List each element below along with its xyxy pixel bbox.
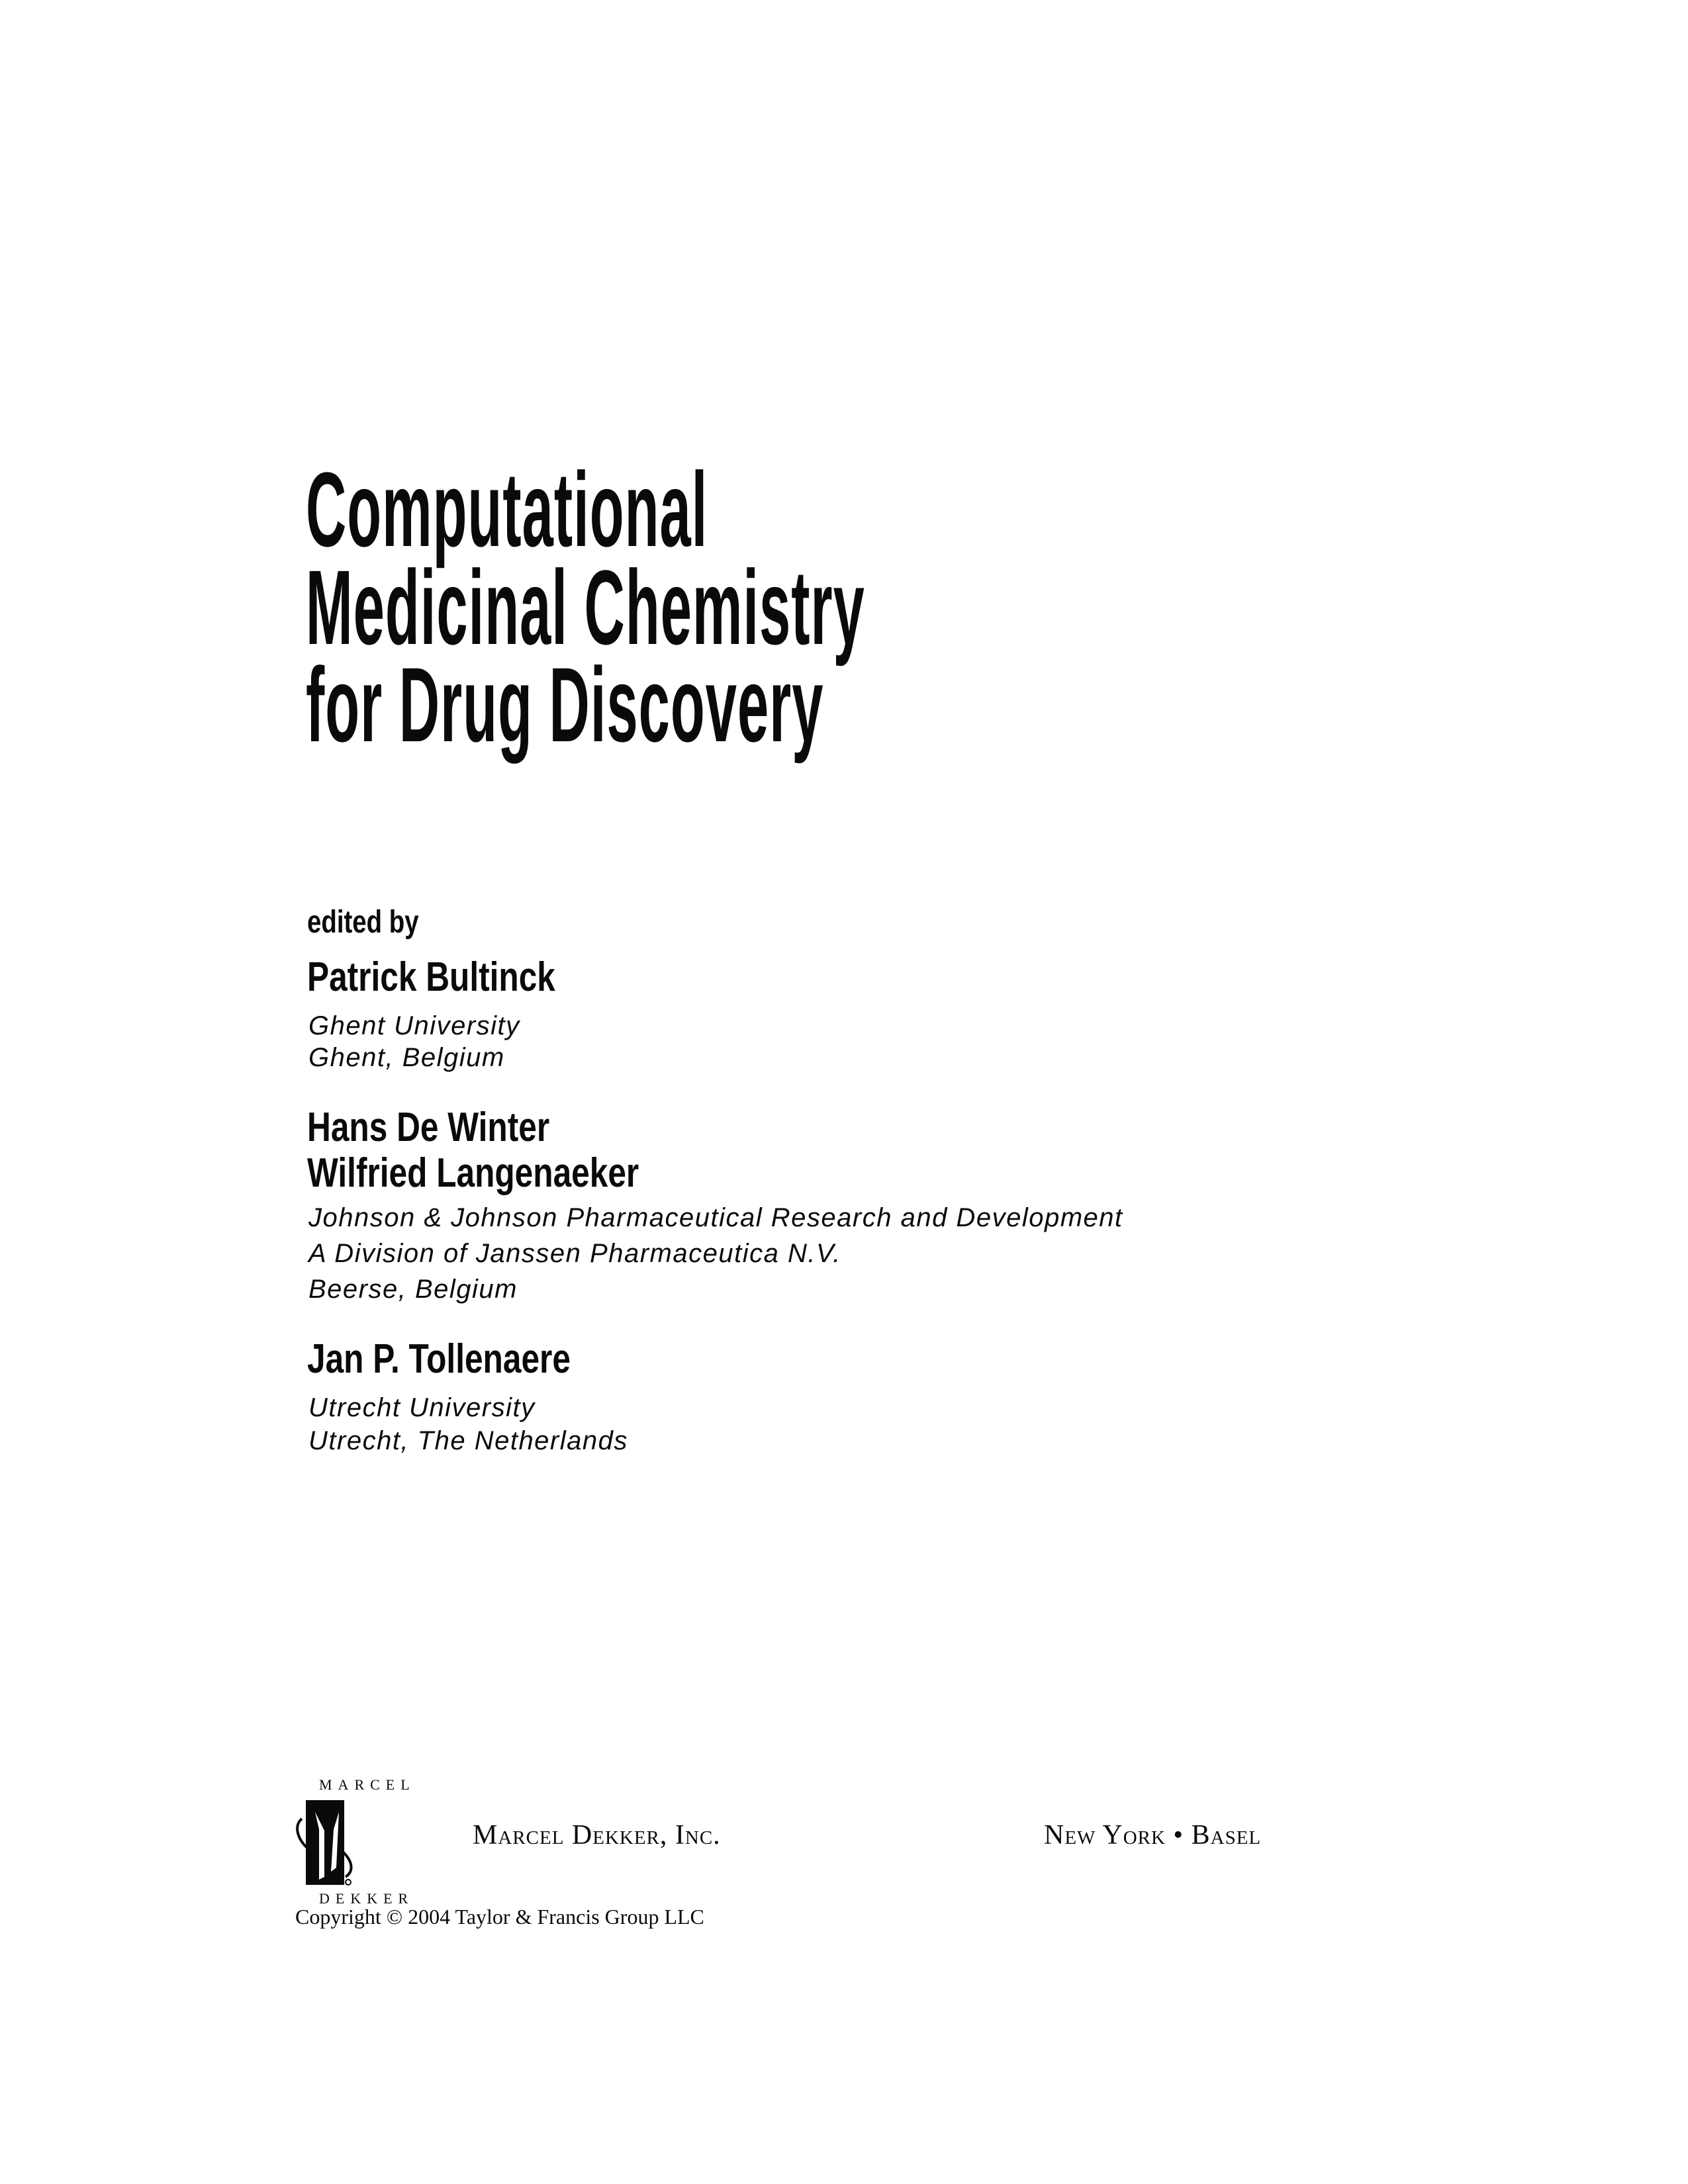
editor-affiliation: Ghent University <box>308 1011 520 1040</box>
copyright-notice: Copyright © 2004 Taylor & Francis Group LLC <box>295 1905 704 1929</box>
editor-affiliation: A Division of Janssen Pharmaceutica N.V. <box>308 1239 841 1268</box>
logo-top-text: MARCEL <box>319 1776 416 1793</box>
editor-affiliation: Beerse, Belgium <box>308 1275 518 1304</box>
title-line-3: for Drug Discovery <box>306 645 824 764</box>
editor-affiliation: Ghent, Belgium <box>308 1043 505 1072</box>
editor-affiliation: Johnson & Johnson Pharmaceutical Research and Development <box>308 1203 1123 1232</box>
editor-name: Patrick Bultinck <box>307 954 555 1000</box>
publisher-logo-icon <box>293 1799 372 1891</box>
editor-name: Jan P. Tollenaere <box>307 1336 571 1382</box>
logo-bottom-text: DEKKER <box>319 1890 414 1907</box>
editor-affiliation: Utrecht, The Netherlands <box>308 1426 628 1455</box>
publisher-locations: New York • Basel <box>1044 1820 1262 1850</box>
title-line-1: Computational <box>306 450 708 569</box>
editor-name: Hans De Winter <box>307 1105 550 1150</box>
edited-by-label: edited by <box>307 905 419 940</box>
title-line-2: Medicinal Chemistry <box>306 548 865 666</box>
publisher-name: Marcel Dekker, Inc. <box>473 1820 721 1850</box>
editor-name: Wilfried Langenaeker <box>307 1150 639 1196</box>
editor-affiliation: Utrecht University <box>308 1393 536 1422</box>
